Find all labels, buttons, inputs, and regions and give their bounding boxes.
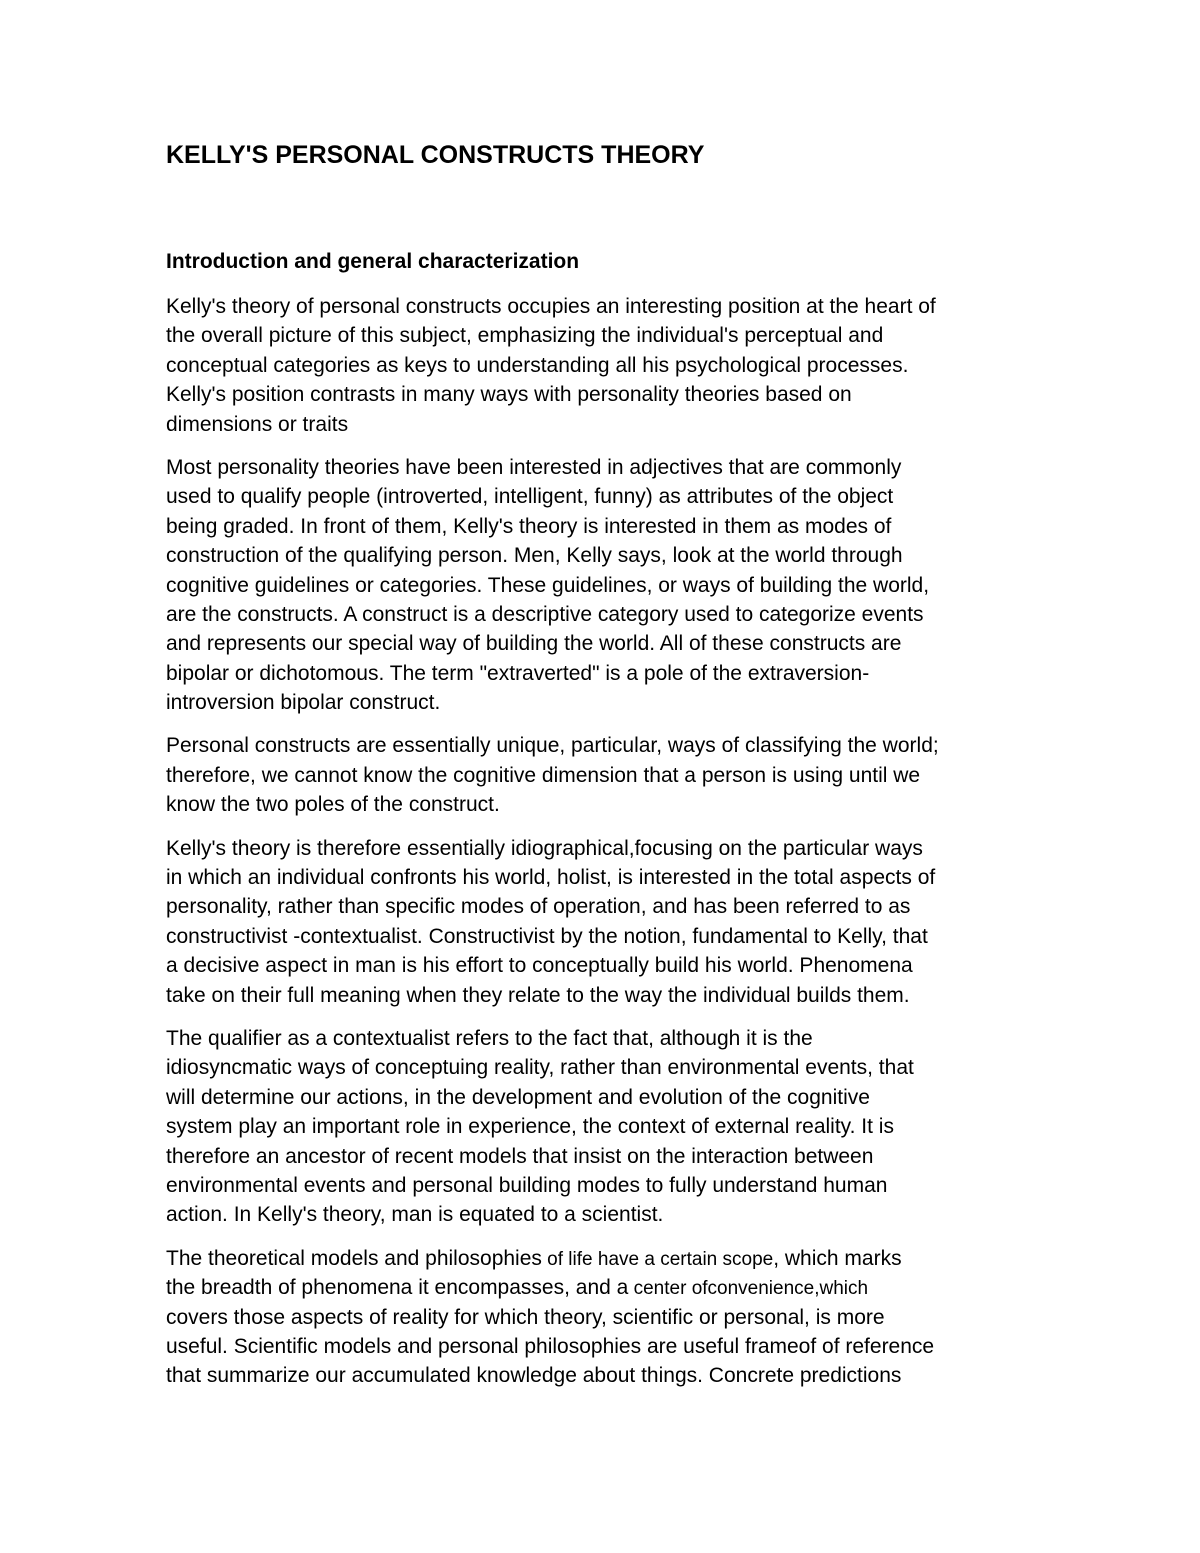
text-line: covers those aspects of reality for which theory, scientific or personal, is more (166, 1305, 885, 1329)
text-segment: The theoretical models and philosophies (166, 1246, 542, 1270)
text-line: will determine our actions, in the development and evolution of the cognitive (166, 1085, 870, 1109)
text-line: take on their full meaning when they relate to the way the individual builds them. (166, 983, 910, 1007)
text-line: action. In Kelly's theory, man is equated to a scientist. (166, 1203, 664, 1227)
text-line: Most personality theories have been interested in adjectives that are commonly (166, 455, 902, 479)
text-line: used to qualify people (introverted, intelligent, funny) as attributes of the object (166, 485, 894, 509)
paragraph (166, 292, 1046, 439)
paragraph (166, 453, 1046, 718)
text-segment-small: center ofconvenience,which (628, 1278, 869, 1300)
text-line: in which an individual confronts his world, holist, is interested in the total aspects of (166, 866, 936, 890)
paragraph (166, 731, 1046, 819)
text-line: personality, rather than specific modes of operation, and has been referred to as (166, 895, 911, 919)
text-line: The qualifier as a contextualist refers to the fact that, although it is the (166, 1026, 813, 1050)
paragraph (166, 1244, 1046, 1391)
text-line: therefore, we cannot know the cognitive dimension that a person is using until we (166, 763, 921, 787)
text-segment-small: of life have a certain scope (541, 1248, 774, 1270)
text-line: useful. Scientific models and personal philosophies are useful frameof of reference (166, 1334, 935, 1358)
text-line (166, 1273, 1046, 1302)
paragraph (166, 1024, 1046, 1230)
text-line: system play an important role in experience, the context of external reality. It is (166, 1115, 894, 1139)
text-line: Kelly's position contrasts in many ways with personality theories based on (166, 383, 852, 407)
text-line: know the two poles of the construct. (166, 793, 500, 817)
text-line: idiosyncmatic ways of conceptuing reality, rather than environmental events, that (166, 1056, 914, 1080)
text-line: environmental events and personal building modes to fully understand human (166, 1173, 888, 1197)
text-line: Kelly's theory of personal constructs occupies an interesting position at the heart of (166, 295, 936, 318)
text-line: that summarize our accumulated knowledge about things. Concrete predictions (166, 1364, 902, 1388)
text-segment: the breadth of phenomena it encompasses, and a (166, 1276, 629, 1300)
text-line: the overall picture of this subject, emphasizing the individual's perceptual and (166, 324, 884, 348)
text-line: bipolar or dichotomous. The term "extraverted" is a pole of the extraversion- (166, 661, 870, 685)
text-line: therefore an ancestor of recent models that insist on the interaction between (166, 1144, 874, 1168)
text-line: introversion bipolar construct. (166, 691, 441, 715)
document-body (166, 292, 1046, 1405)
text-line: and represents our special way of building the world. All of these constructs are (166, 632, 902, 656)
section-heading: Introduction and general characterization (166, 250, 580, 273)
text-line: Kelly's theory is therefore essentially idiographical,focusing on the particular ways (166, 836, 923, 860)
text-line: constructivist -contextualist. Constructivist by the notion, fundamental to Kelly, that (166, 924, 928, 948)
document-title: KELLY'S PERSONAL CONSTRUCTS THEORY (166, 141, 705, 169)
paragraph (166, 834, 1046, 1010)
text-line: being graded. In front of them, Kelly's theory is interested in them as modes of (166, 514, 892, 538)
text-line (166, 1244, 1046, 1273)
text-line: dimensions or traits (166, 412, 349, 436)
text-line: construction of the qualifying person. Men, Kelly says, look at the world through (166, 544, 903, 568)
text-line: are the constructs. A construct is a descriptive category used to categorize events (166, 602, 924, 626)
text-line: cognitive guidelines or categories. These guidelines, or ways of building the world, (166, 573, 930, 597)
text-line: conceptual categories as keys to understanding all his psychological processes. (166, 353, 909, 377)
text-segment: , which marks (773, 1246, 902, 1270)
text-line: Personal constructs are essentially unique, particular, ways of classifying the world; (166, 734, 939, 758)
text-line: a decisive aspect in man is his effort to conceptually build his world. Phenomena (166, 954, 913, 978)
